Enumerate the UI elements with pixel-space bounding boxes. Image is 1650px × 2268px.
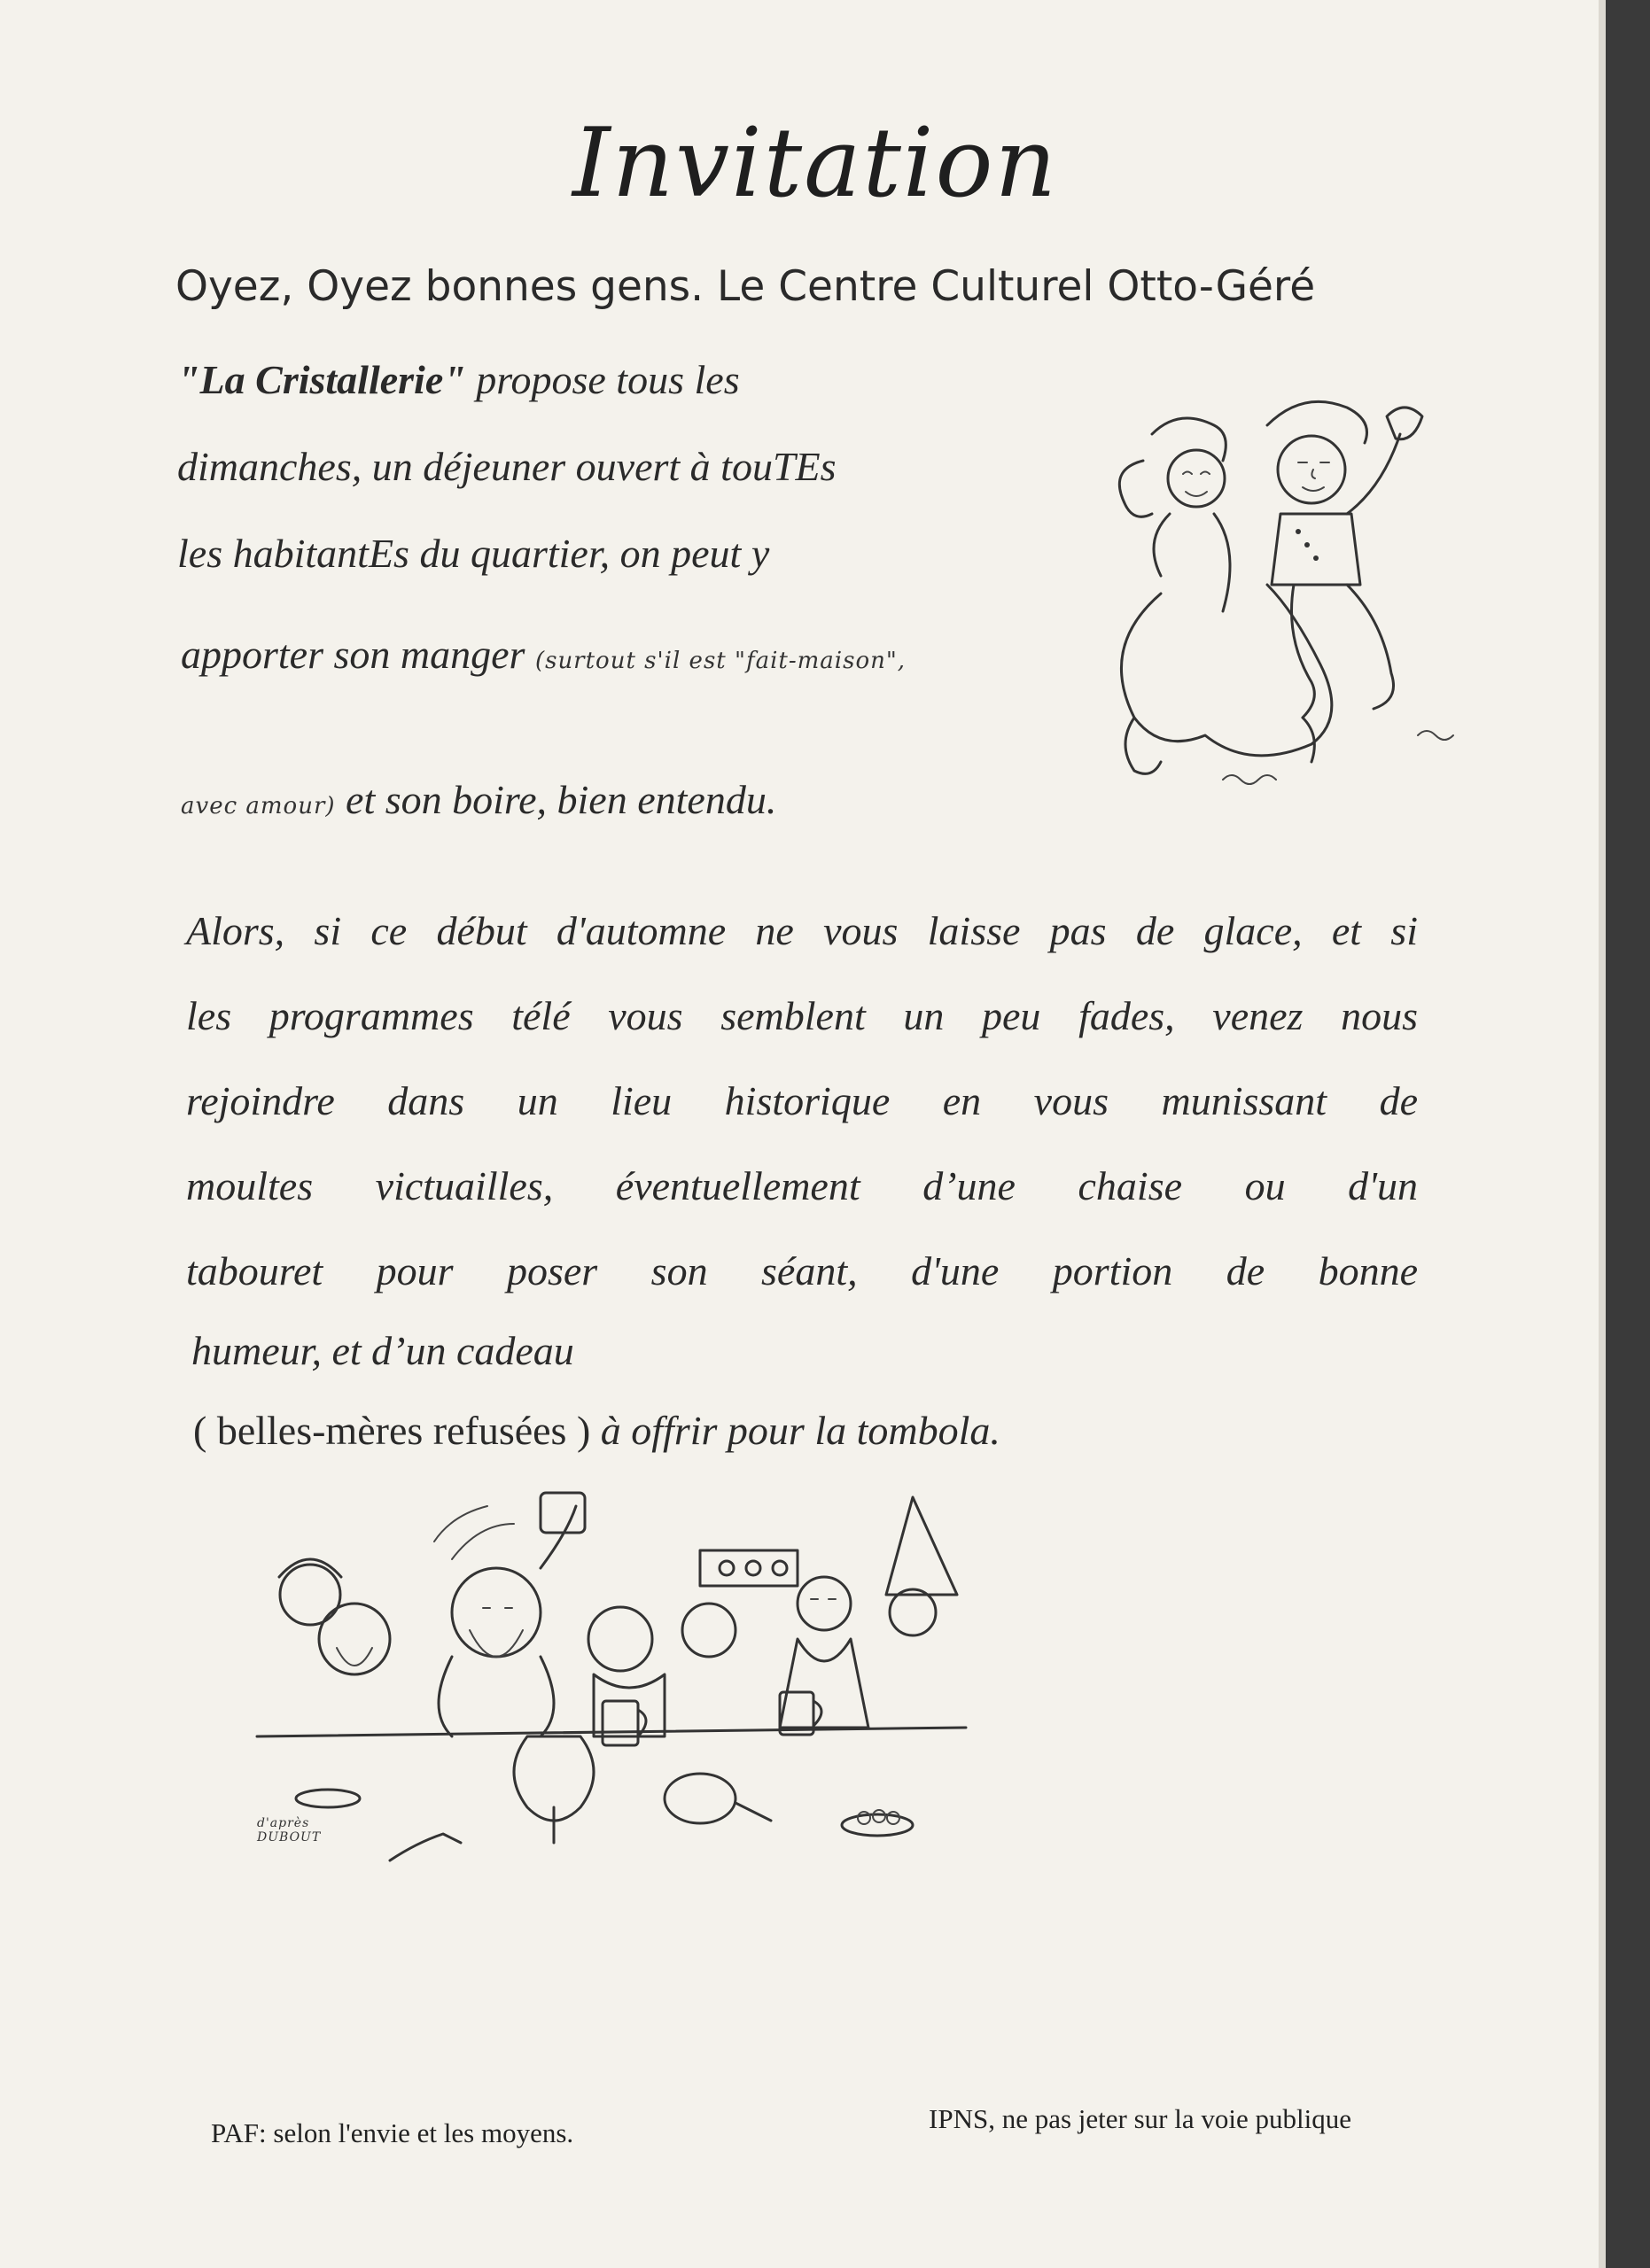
body-line-1: Alors, si ce début d'automne ne vous laisse pas de glace, et si xyxy=(186,908,1418,953)
intro-line-6-rest: et son boire, bien entendu. xyxy=(346,777,777,822)
closing-italic-text: à offrir pour la tombola. xyxy=(600,1408,1000,1453)
venue-name: "La Cristallerie" xyxy=(177,357,466,402)
body-line-5: tabouret pour poser son séant, d'une portion de bonne xyxy=(186,1248,1418,1293)
body-line-2: les programmes télé vous semblent un peu fades, venez nous xyxy=(186,993,1418,1038)
footer-paf: PAF: selon l'envie et les moyens. xyxy=(211,2117,574,2148)
closing-line xyxy=(193,1407,1000,1454)
body-line-3: rejoindre dans un lieu historique en vous munissant de xyxy=(186,1078,1418,1123)
closing-plain-text: ( belles-mères refusées ) xyxy=(193,1408,591,1453)
body-line-4: moultes victuailles, éventuellement d’une chaise ou d'un xyxy=(186,1163,1418,1208)
artist-signature: d'après DUBOUT xyxy=(257,1816,322,1845)
intro-line-2-rest: propose tous les xyxy=(476,357,740,402)
intro-line-6 xyxy=(181,776,776,823)
scan-edge-dark xyxy=(1606,0,1650,2268)
intro-line-5-text: apporter son manger xyxy=(181,632,525,677)
intro-line-2 xyxy=(177,356,740,403)
body-line-6: humeur, et d’un cadeau xyxy=(191,1328,574,1373)
dancing-couple-drawing xyxy=(1081,381,1471,806)
handwritten-note-b: avec amour) xyxy=(181,793,336,819)
page-title: Invitation xyxy=(572,108,1059,219)
handwritten-note-a: (surtout s'il est "fait-maison", xyxy=(534,648,907,674)
intro-line-5 xyxy=(181,631,906,678)
intro-line-4: les habitantEs du quartier, on peut y xyxy=(177,531,770,576)
scan-edge-light xyxy=(1599,0,1606,2268)
intro-line-3: dimanches, un déjeuner ouvert à touTEs xyxy=(177,444,837,489)
footer-ipns: IPNS, ne pas jeter sur la voie publique xyxy=(929,2103,1351,2134)
intro-line-1: Oyez, Oyez bonnes gens. Le Centre Culturel Otto-Géré xyxy=(175,262,1316,311)
